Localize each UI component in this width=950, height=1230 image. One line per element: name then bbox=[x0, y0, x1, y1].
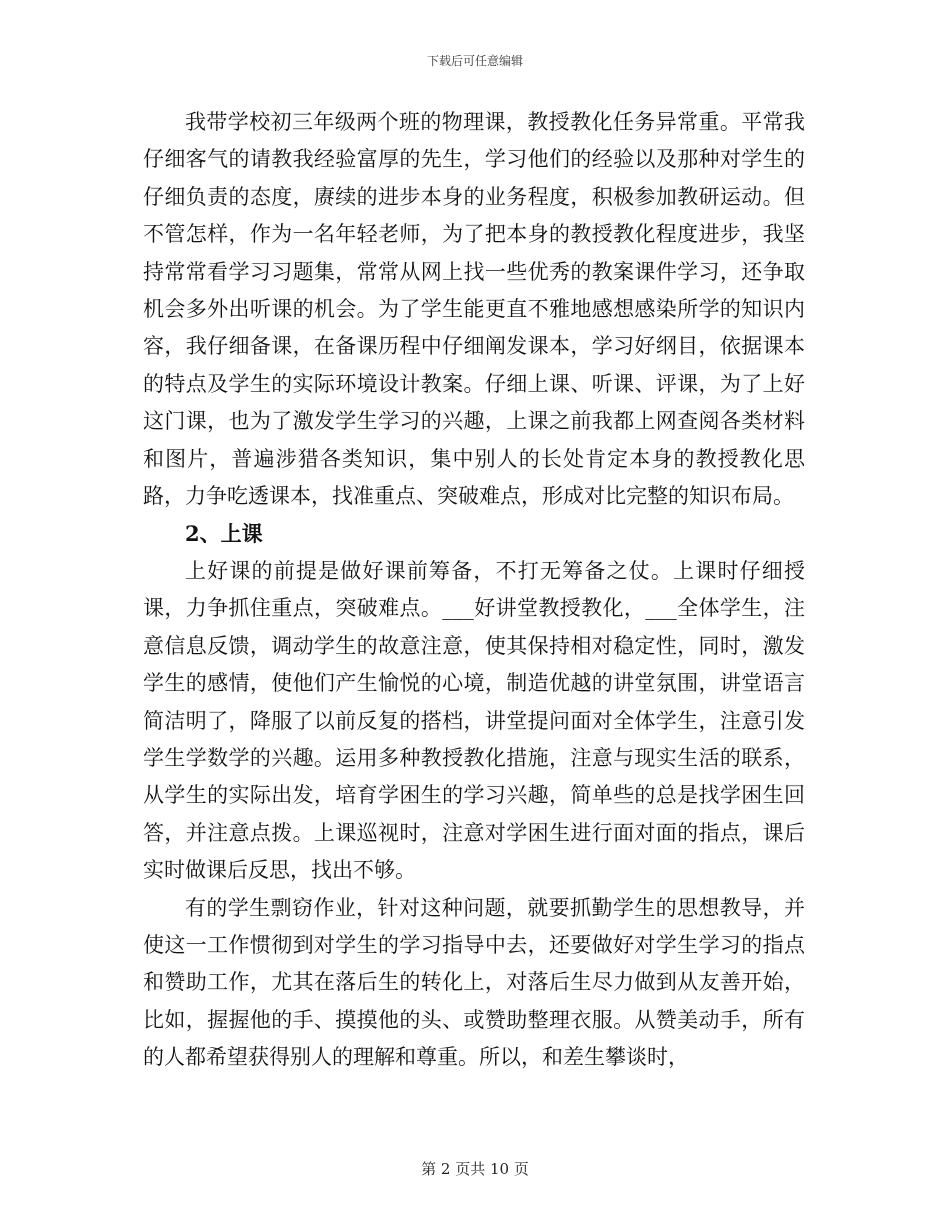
paragraph-homework: 有的学生剽窃作业，针对这种问题，就要抓勤学生的思想教导，并使这一工作惯彻到对学生的学习指导中去，还要做好对学生学习的指点和赞助工作，尤其在落后生的转化上，对落后生尽力做到从友善开始，比如，握握他的手、摸摸他的头、或赞助整理衣服。从赞美动手，所有的人都希望获得别人的理解和尊重。所以，和差生攀谈时， bbox=[143, 895, 805, 1070]
paragraph-teaching: 上好课的前提是做好课前筹备，不打无筹备之仗。上课时仔细授课，力争抓住重点，突破难点。___好讲堂教授教化，___全体学生，注意信息反馈，调动学生的故意注意，使其保持相对稳定性，同时，激发学生的感情，使他们产生愉悦的心境，制造优越的讲堂氛围，讲堂语言简洁明了，降服了以前反复的搭档，讲堂提问面对全体学生，注意引发学生学数学的兴趣。运用多种教授教化措施，注意与现实生活的联系，从学生的实际出发，培育学困生的学习兴趣，简单些的总是找学困生回答，并注意点拨。上课巡视时，注意对学困生进行面对面的指点，课后实时做课后反思，找出不够。 bbox=[143, 558, 805, 883]
page-header: 下载后可任意编辑 bbox=[426, 54, 523, 68]
document-body bbox=[143, 104, 805, 1077]
paragraph-lesson-preparation: 我带学校初三年级两个班的物理课，教授教化任务异常重。平常我仔细客气的请教我经验富厚的先生，学习他们的经验以及那种对学生的仔细负责的态度，赓续的进步本身的业务程度，积极参加教研运动。但不管怎样，作为一名年轻老师，为了把本身的教授教化程度进步，我坚持常常看学习习题集，常常从网上找一些优秀的教案课件学习，还争取机会多外出听课的机会。为了学生能更直不雅地感想感染所学的知识内容，我仔细备课，在备课历程中仔细阐发课本，学习好纲目，依据课本的特点及学生的实际环境设计教案。仔细上课、听课、评课，为了上好这门课，也为了激发学生学习的兴趣，上课之前我都上网查阅各类材料和图片，普遍涉猎各类知识，集中别人的长处肯定本身的教授教化思路，力争吃透课本，找准重点、突破难点，形成对比完整的知识布局。 bbox=[143, 110, 805, 509]
section-heading-teaching: 2、上课 bbox=[185, 521, 263, 547]
page-number: 第 2 页共 10 页 bbox=[421, 1160, 529, 1178]
